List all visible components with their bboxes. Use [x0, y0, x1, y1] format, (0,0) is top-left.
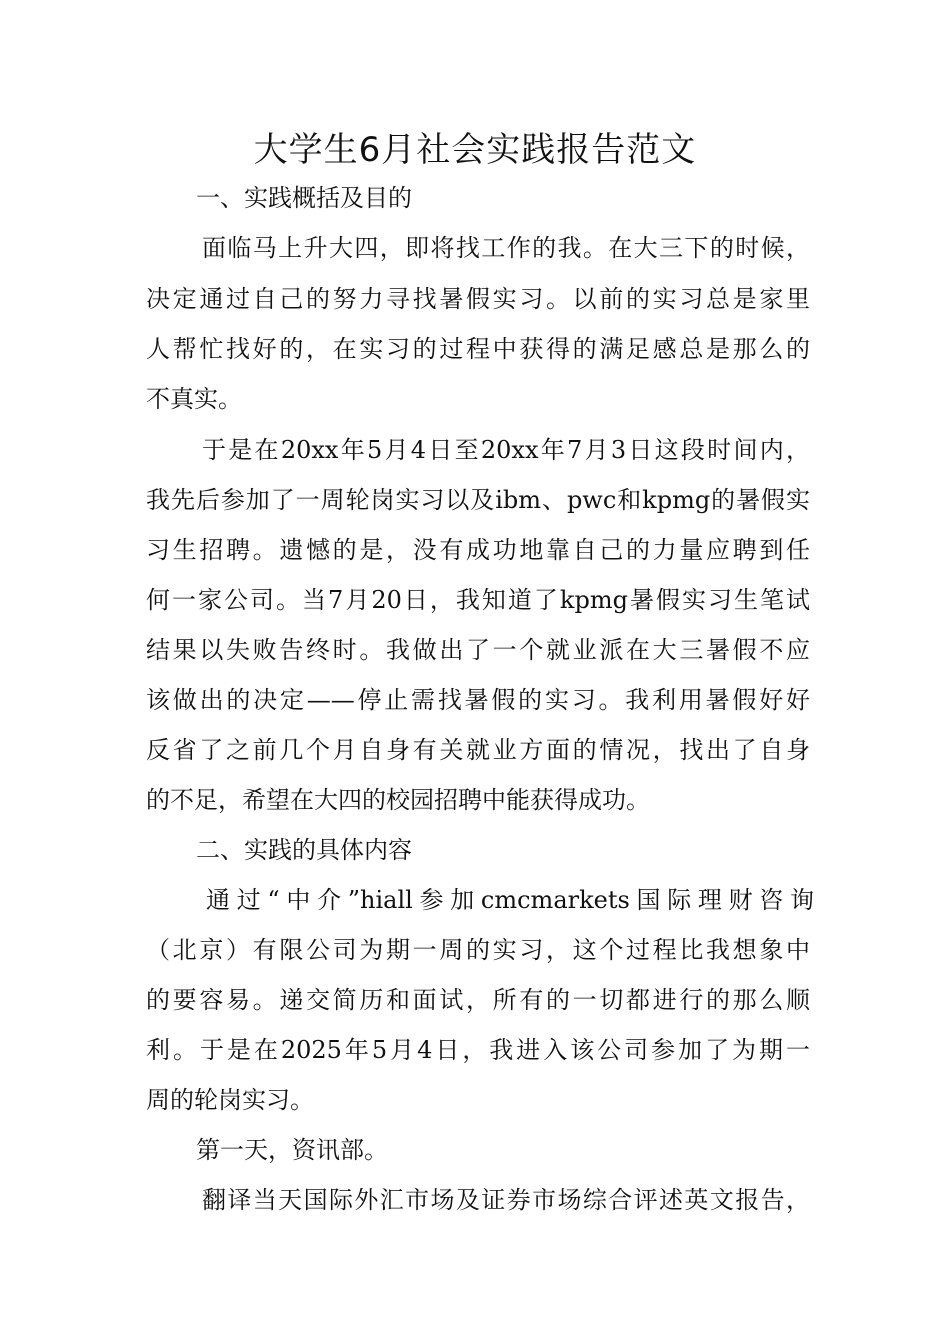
paragraph-line: 面临马上升大四，即将找工作的我。在大三下的时候，	[202, 234, 810, 262]
paragraph-line: 我先后参加了一周轮岗实习以及ibm、pwc和kpmg的暑假实	[146, 486, 810, 514]
paragraph-line: 于是在20xx年5月4日至20xx年7月3日这段时间内，	[202, 436, 810, 464]
section-heading-1: 一、实践概括及目的	[196, 184, 412, 212]
paragraph-line: 通过“中介”hiall参加cmcmarkets国际理财咨询	[206, 886, 814, 914]
paragraph-line: 周的轮岗实习。	[146, 1086, 314, 1114]
paragraph-line: 利。于是在2025年5月4日，我进入该公司参加了为期一	[146, 1036, 810, 1064]
paragraph-line: 习生招聘。遗憾的是，没有成功地靠自己的力量应聘到任	[146, 536, 810, 564]
paragraph-line: （北京）有限公司为期一周的实习，这个过程比我想象中	[146, 936, 810, 964]
paragraph-line: 人帮忙找好的，在实习的过程中获得的满足感总是那么的	[146, 335, 810, 363]
paragraph-line: 第一天，资讯部。	[196, 1136, 388, 1164]
paragraph-line: 反省了之前几个月自身有关就业方面的情况，找出了自身	[146, 736, 810, 764]
paragraph-line: 的要容易。递交简历和面试，所有的一切都进行的那么顺	[146, 986, 810, 1014]
paragraph-line: 结果以失败告终时。我做出了一个就业派在大三暑假不应	[146, 636, 810, 664]
paragraph-line: 何一家公司。当7月20日，我知道了kpmg暑假实习生笔试	[146, 586, 810, 614]
paragraph-line: 的不足，希望在大四的校园招聘中能获得成功。	[146, 786, 650, 814]
document-title: 大学生6月社会实践报告范文	[253, 130, 697, 170]
paragraph-line: 决定通过自己的努力寻找暑假实习。以前的实习总是家里	[146, 285, 810, 313]
section-heading-2: 二、实践的具体内容	[196, 836, 412, 864]
paragraph-line: 翻译当天国际外汇市场及证券市场综合评述英文报告，	[202, 1186, 810, 1214]
paragraph-line: 该做出的决定——停止需找暑假的实习。我利用暑假好好	[146, 686, 810, 714]
paragraph-line: 不真实。	[146, 385, 242, 413]
